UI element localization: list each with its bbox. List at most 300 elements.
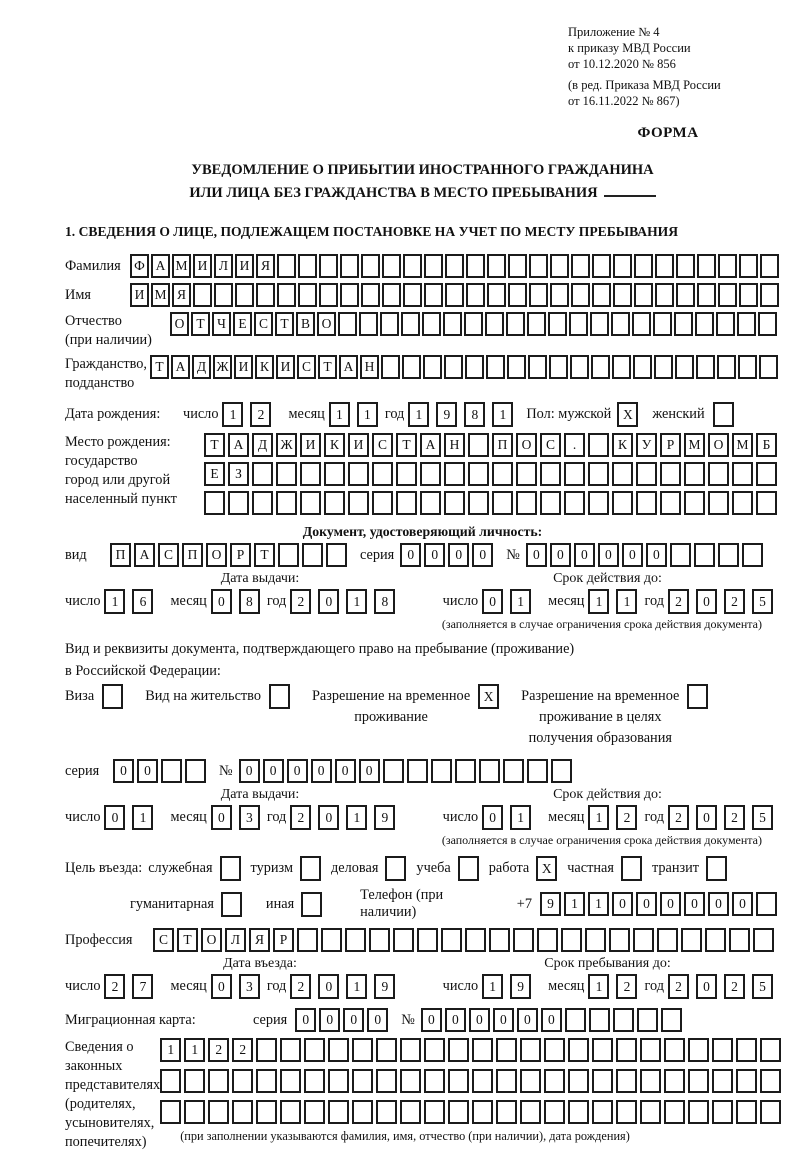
- char-box: 1: [588, 805, 609, 830]
- char-box: С: [153, 928, 174, 952]
- char-box: [718, 254, 737, 278]
- char-box: [592, 254, 611, 278]
- purpose-checkbox: [536, 856, 557, 881]
- char-box: [718, 543, 739, 567]
- stay-day-boxes: [482, 974, 538, 999]
- char-box: 1: [346, 974, 367, 999]
- purpose-checkbox: [221, 892, 242, 917]
- birth-year-boxes: [408, 402, 520, 427]
- char-box: [688, 1069, 709, 1093]
- char-box: [448, 1038, 469, 1062]
- char-box: С: [540, 433, 561, 457]
- char-box: [445, 283, 464, 307]
- residence-issue-day-boxes: [104, 805, 160, 830]
- char-box: [424, 1100, 445, 1124]
- char-box: [520, 1038, 541, 1062]
- char-box: [549, 355, 568, 379]
- char-box: М: [732, 433, 753, 457]
- identity-valid-month-boxes: [588, 589, 644, 614]
- char-box: [304, 1100, 325, 1124]
- char-box: [732, 462, 753, 486]
- char-box: П: [492, 433, 513, 457]
- surname-label: Фамилия: [65, 258, 121, 274]
- char-box: [684, 462, 705, 486]
- char-box: [516, 491, 537, 515]
- char-box: К: [255, 355, 274, 379]
- char-box: О: [170, 312, 189, 336]
- char-box: [380, 312, 399, 336]
- purpose-checkbox: [301, 892, 322, 917]
- char-box: [613, 254, 632, 278]
- char-box: [708, 462, 729, 486]
- birth-date-row: [65, 402, 780, 427]
- char-box: [697, 254, 716, 278]
- birth-place-label-line: Место рождения:: [65, 434, 171, 450]
- char-box: 0: [445, 1008, 466, 1032]
- char-box: 9: [374, 805, 395, 830]
- char-box: [760, 1038, 781, 1062]
- char-box: [712, 1038, 733, 1062]
- residence-doc-intro-line2: в Российской Федерации:: [65, 663, 221, 679]
- residence-doc-seriya-label: серия: [65, 762, 100, 779]
- char-box: [184, 1100, 205, 1124]
- representatives-label-line: законных: [65, 1058, 123, 1074]
- char-box: О: [516, 433, 537, 457]
- birth-month-boxes: [329, 402, 385, 427]
- title-blank-line: [604, 181, 656, 197]
- purpose-checkbox: [300, 856, 321, 881]
- residence-permit-label: Вид на жительство: [145, 688, 261, 704]
- char-box: [537, 928, 558, 952]
- char-box: [489, 928, 510, 952]
- char-box: [417, 928, 438, 952]
- char-box: 0: [287, 759, 308, 783]
- char-box: [278, 543, 299, 567]
- char-box: [468, 491, 489, 515]
- char-box: 0: [541, 1008, 562, 1032]
- char-box: 0: [526, 543, 547, 567]
- char-box: Е: [204, 462, 225, 486]
- char-box: А: [171, 355, 190, 379]
- appendix-line: Приложение № 4: [568, 25, 660, 39]
- patronymic-label-line: Отчество: [65, 313, 122, 329]
- char-box: А: [339, 355, 358, 379]
- char-box: [328, 1038, 349, 1062]
- char-box: [280, 1100, 301, 1124]
- char-box: [717, 355, 736, 379]
- char-box: [297, 928, 318, 952]
- char-box: [492, 491, 513, 515]
- citizenship-boxes: [150, 355, 780, 379]
- identity-doc-heading: Документ, удостоверяющий личность:: [302, 524, 543, 539]
- char-box: [589, 1008, 610, 1032]
- char-box: 0: [263, 759, 284, 783]
- char-box: Т: [204, 433, 225, 457]
- char-box: 9: [374, 974, 395, 999]
- char-box: 2: [250, 402, 271, 427]
- char-box: 0: [612, 892, 633, 916]
- char-box: [319, 283, 338, 307]
- char-box: [208, 1069, 229, 1093]
- purpose-option-label: туризм: [250, 860, 294, 876]
- checkbox: [300, 856, 321, 881]
- char-box: [361, 254, 380, 278]
- char-box: [403, 254, 422, 278]
- char-box: [655, 254, 674, 278]
- char-box: [636, 491, 657, 515]
- char-box: В: [296, 312, 315, 336]
- char-box: А: [134, 543, 155, 567]
- char-box: [616, 1069, 637, 1093]
- char-box: 2: [290, 805, 311, 830]
- char-box: П: [182, 543, 203, 567]
- char-box: 1: [510, 589, 531, 614]
- char-box: 0: [211, 589, 232, 614]
- entry-date-heading: Дата въезда:: [223, 956, 297, 971]
- char-box: 0: [448, 543, 469, 567]
- day-label: число: [65, 978, 101, 994]
- char-box: [694, 543, 715, 567]
- char-box: [507, 355, 526, 379]
- char-box: О: [201, 928, 222, 952]
- purpose-checkbox: [458, 856, 479, 881]
- char-box: [527, 759, 548, 783]
- migration-card-seriya-label: серия: [253, 1011, 288, 1028]
- char-box: Ж: [213, 355, 232, 379]
- char-box: [718, 283, 737, 307]
- char-box: 0: [295, 1008, 316, 1032]
- char-box: [496, 1069, 517, 1093]
- char-box: 2: [290, 974, 311, 999]
- char-box: [591, 355, 610, 379]
- char-box: [633, 928, 654, 952]
- char-box: [592, 1100, 613, 1124]
- phone-prefix: +7: [516, 895, 532, 912]
- char-box: [256, 1100, 277, 1124]
- month-label: месяц: [548, 593, 585, 609]
- char-box: 2: [616, 805, 637, 830]
- char-box: [256, 1069, 277, 1093]
- identity-issue-day-boxes: [104, 589, 160, 614]
- char-box: [681, 928, 702, 952]
- char-box: [571, 283, 590, 307]
- appendix-line: к приказу МВД России: [568, 41, 691, 55]
- char-box: [640, 1038, 661, 1062]
- char-box: [660, 491, 681, 515]
- char-box: [160, 1100, 181, 1124]
- purpose-option-chastnaya: [567, 856, 642, 881]
- entry-month-boxes: [211, 974, 267, 999]
- char-box: [304, 1038, 325, 1062]
- char-box: 0: [335, 759, 356, 783]
- issue-date-heading: Дата выдачи:: [220, 787, 300, 802]
- char-box: [664, 1100, 685, 1124]
- char-box: 0: [421, 1008, 442, 1032]
- char-box: 0: [311, 759, 332, 783]
- char-box: [276, 491, 297, 515]
- purpose-checkbox: [220, 856, 241, 881]
- char-box: А: [420, 433, 441, 457]
- residence-valid-day-boxes: [482, 805, 538, 830]
- year-label: год: [384, 406, 405, 422]
- char-box: [516, 462, 537, 486]
- checkbox: [458, 856, 479, 881]
- residence-issue-month-boxes: [211, 805, 267, 830]
- char-box: [640, 1100, 661, 1124]
- char-box: [396, 462, 417, 486]
- char-box: [708, 491, 729, 515]
- char-box: 0: [598, 543, 619, 567]
- purpose-option-label: работа: [488, 860, 530, 876]
- char-box: 1: [510, 805, 531, 830]
- migration-card-number-boxes: [421, 1008, 685, 1032]
- checkbox: X: [617, 402, 638, 427]
- char-box: [420, 462, 441, 486]
- char-box: [616, 1100, 637, 1124]
- char-box: [544, 1100, 565, 1124]
- char-box: 0: [517, 1008, 538, 1032]
- checkbox: [301, 892, 322, 917]
- purpose-option-label: иная: [265, 895, 295, 912]
- char-box: 0: [400, 543, 421, 567]
- char-box: 1: [346, 589, 367, 614]
- citizenship-label: [65, 355, 150, 393]
- char-box: 5: [752, 805, 773, 830]
- char-box: 2: [724, 589, 745, 614]
- char-box: М: [172, 254, 191, 278]
- char-box: Т: [318, 355, 337, 379]
- char-box: [328, 1100, 349, 1124]
- char-box: [214, 283, 233, 307]
- profession-label: Профессия: [65, 931, 133, 948]
- char-box: [466, 254, 485, 278]
- char-box: [564, 491, 585, 515]
- purpose-option-label: частная: [567, 860, 614, 876]
- purpose-option-ucheba: [416, 856, 478, 881]
- char-box: [252, 491, 273, 515]
- char-box: [569, 312, 588, 336]
- char-box: [611, 312, 630, 336]
- char-box: [441, 928, 462, 952]
- char-box: [298, 254, 317, 278]
- char-box: [228, 491, 249, 515]
- purpose-option-label: деловая: [331, 860, 379, 876]
- char-box: [613, 1008, 634, 1032]
- patronymic-boxes: [170, 312, 779, 336]
- char-box: [340, 283, 359, 307]
- char-box: [348, 462, 369, 486]
- birth-date-label: Дата рождения:: [65, 406, 161, 422]
- representatives-label-line: (родителях,: [65, 1096, 136, 1112]
- edu-permit-label-line: получения образования: [528, 730, 672, 746]
- phone-label: Телефон (при наличии): [360, 887, 444, 920]
- char-box: [565, 1008, 586, 1032]
- char-box: [634, 254, 653, 278]
- residence-permit-option: [145, 684, 290, 709]
- migration-card-row: [65, 1008, 780, 1032]
- char-box: [612, 491, 633, 515]
- char-box: [492, 462, 513, 486]
- visa-label: Виза: [65, 688, 95, 704]
- char-box: Т: [177, 928, 198, 952]
- checkbox: [621, 856, 642, 881]
- citizenship-label-line: Гражданство,: [65, 356, 147, 372]
- char-box: 2: [616, 974, 637, 999]
- char-box: [372, 462, 393, 486]
- char-box: 0: [211, 805, 232, 830]
- representatives-note: (при заполнении указываются фамилия, имя, отчество (при наличии), дата рождения): [180, 1129, 630, 1143]
- char-box: [570, 355, 589, 379]
- char-box: Т: [254, 543, 275, 567]
- char-box: [487, 283, 506, 307]
- purpose-option-delovaya: [331, 856, 406, 881]
- char-box: [616, 1038, 637, 1062]
- entry-purpose-label: Цель въезда:: [65, 860, 143, 876]
- char-box: [688, 1100, 709, 1124]
- surname-row: [65, 254, 780, 278]
- char-box: Н: [360, 355, 379, 379]
- year-label: год: [644, 593, 664, 609]
- char-box: [588, 462, 609, 486]
- purpose-checkbox: [621, 856, 642, 881]
- char-box: 0: [239, 759, 260, 783]
- char-box: 0: [636, 892, 657, 916]
- checkbox: [221, 892, 242, 917]
- char-box: [684, 491, 705, 515]
- char-box: [319, 254, 338, 278]
- char-box: О: [206, 543, 227, 567]
- char-box: [468, 433, 489, 457]
- char-box: [633, 355, 652, 379]
- purpose-checkbox: [385, 856, 406, 881]
- char-box: [506, 312, 525, 336]
- entry-year-boxes: [290, 974, 402, 999]
- char-box: С: [158, 543, 179, 567]
- char-box: [544, 1069, 565, 1093]
- char-box: [204, 491, 225, 515]
- representatives-label-line: Сведения о: [65, 1039, 134, 1055]
- char-box: У: [636, 433, 657, 457]
- char-box: [160, 1069, 181, 1093]
- char-box: Р: [273, 928, 294, 952]
- char-box: [561, 928, 582, 952]
- char-box: [424, 283, 443, 307]
- entry-day-boxes: [104, 974, 160, 999]
- citizenship-label-line: подданство: [65, 375, 135, 391]
- identity-doc-dates-row: [65, 589, 780, 614]
- char-box: 1: [482, 974, 503, 999]
- char-box: 1: [616, 589, 637, 614]
- char-box: 0: [137, 759, 158, 783]
- temp-permit-label: [312, 684, 470, 728]
- month-label: месяц: [548, 809, 585, 825]
- char-box: [760, 1100, 781, 1124]
- char-box: 1: [357, 402, 378, 427]
- char-box: [756, 462, 777, 486]
- migration-card-seriya-boxes: [295, 1008, 391, 1032]
- char-box: [448, 1100, 469, 1124]
- char-box: [758, 312, 777, 336]
- char-box: [235, 283, 254, 307]
- char-box: [420, 491, 441, 515]
- purpose-option-label: гуманитарная: [130, 895, 214, 912]
- char-box: 3: [239, 805, 260, 830]
- char-box: [528, 355, 547, 379]
- residence-doc-intro: [65, 638, 780, 682]
- surname-boxes: [130, 254, 781, 278]
- checkbox: X: [478, 684, 499, 709]
- char-box: [423, 355, 442, 379]
- char-box: 2: [668, 589, 689, 614]
- edu-permit-label-line: Разрешение на временное: [521, 688, 680, 704]
- char-box: 0: [646, 543, 667, 567]
- edition-line: от 16.11.2022 № 867): [568, 94, 680, 108]
- char-box: 0: [660, 892, 681, 916]
- char-box: Т: [275, 312, 294, 336]
- char-box: Я: [172, 283, 191, 307]
- edu-permit-label-line: проживание в целях: [539, 709, 662, 725]
- char-box: [352, 1100, 373, 1124]
- char-box: [568, 1069, 589, 1093]
- birth-day-boxes: [222, 402, 278, 427]
- identity-doc-kind-row: [65, 543, 780, 567]
- char-box: И: [235, 254, 254, 278]
- char-box: Л: [214, 254, 233, 278]
- char-box: [612, 355, 631, 379]
- char-box: 1: [329, 402, 350, 427]
- char-box: [359, 312, 378, 336]
- char-box: 3: [239, 974, 260, 999]
- char-box: 9: [540, 892, 561, 916]
- sex-female-label: женский: [652, 406, 705, 422]
- residence-doc-dates-headings: [65, 787, 780, 803]
- char-box: [568, 1100, 589, 1124]
- char-box: [280, 1038, 301, 1062]
- char-box: 1: [588, 589, 609, 614]
- char-box: [632, 312, 651, 336]
- representatives-block: [65, 1038, 780, 1152]
- char-box: [612, 462, 633, 486]
- char-box: [321, 928, 342, 952]
- char-box: [465, 355, 484, 379]
- char-box: [657, 928, 678, 952]
- char-box: 0: [696, 589, 717, 614]
- purpose-checkbox: [706, 856, 727, 881]
- char-box: [348, 491, 369, 515]
- purpose-option-tranzit: [652, 856, 727, 881]
- char-box: [465, 928, 486, 952]
- char-box: 0: [367, 1008, 388, 1032]
- identity-issue-month-boxes: [211, 589, 267, 614]
- identity-doc-number-sign: №: [506, 546, 520, 563]
- residence-issue-year-boxes: [290, 805, 402, 830]
- char-box: [756, 892, 777, 916]
- char-box: 0: [708, 892, 729, 916]
- char-box: 0: [574, 543, 595, 567]
- doc-title-line2: ИЛИ ЛИЦА БЕЗ ГРАЖДАНСТВА В МЕСТО ПРЕБЫВАНИЯ: [65, 181, 780, 204]
- char-box: 0: [318, 805, 339, 830]
- char-box: 0: [482, 805, 503, 830]
- char-box: [403, 283, 422, 307]
- char-box: [527, 312, 546, 336]
- checkbox: [385, 856, 406, 881]
- residence-valid-year-boxes: [668, 805, 780, 830]
- stay-until-heading: Срок пребывания до:: [544, 956, 671, 971]
- char-box: [193, 283, 212, 307]
- char-box: [513, 928, 534, 952]
- birth-place-label-line: город или другой: [65, 472, 171, 488]
- patronymic-row: [65, 312, 780, 350]
